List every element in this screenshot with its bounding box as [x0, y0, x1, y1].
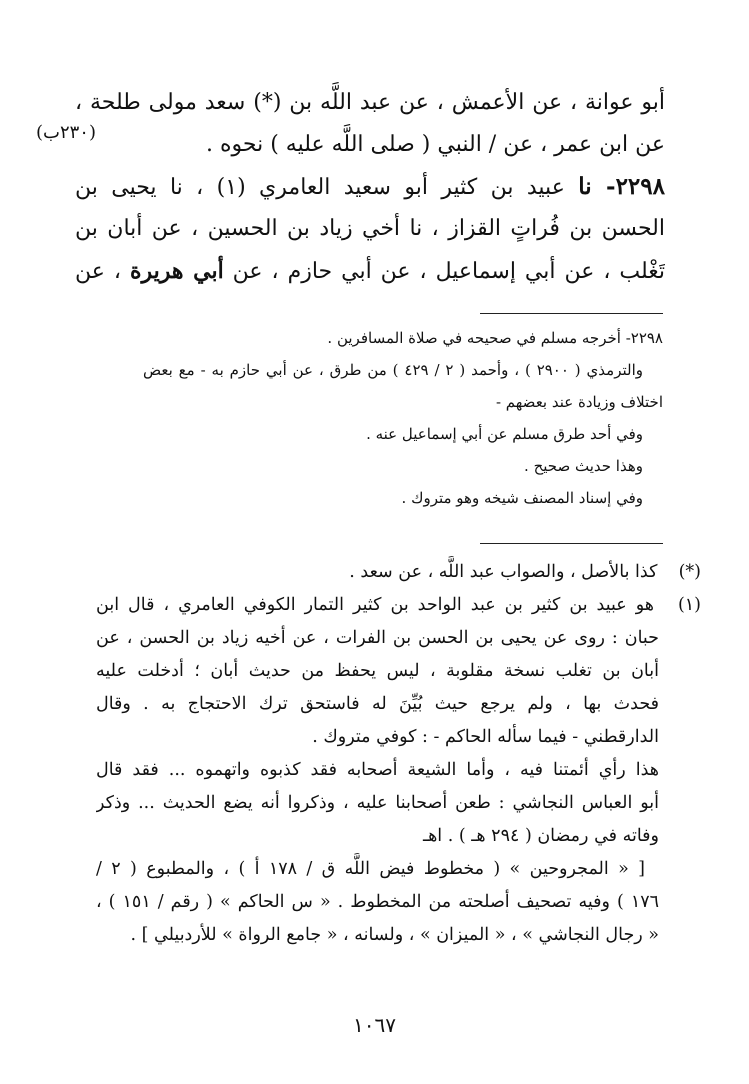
divider — [480, 543, 663, 544]
footnote-1-line-4: فحدث بها ، ولم يرجع حيث بُيِّنَ له فاستحق ترك الاحتجاج به . وقال — [96, 694, 659, 714]
takhrij-line-2: والترمذي ( ٢٩٠٠ ) ، وأحمد ( ٢ / ٤٢٩ ) من طرق ، عن أبي حازم به - مع بعض — [143, 361, 643, 379]
footnote-text: هو عبيد بن كثير بن عبد الواحد بن كثير التمار الكوفي العامري ، قال ابن — [96, 595, 654, 615]
main-line-1: أبو عوانة ، عن الأعمش ، عن عبد اللَّه بن (*) سعد مولى طلحة ، — [75, 90, 665, 115]
footnote-1-line-10: ١٧٦ ) وفيه تصحيف أصلحته من المخطوط . « س الحاكم » ( رقم / ١٥١ ) ، — [96, 892, 660, 912]
footnote-1-line-11: « رجال النجاشي » ، « الميزان » ، ولسانه ، « جامع الرواة » للأردبيلي ] . — [130, 925, 659, 945]
takhrij-line-3: اختلاف وزيادة عند بعضهم - — [495, 393, 663, 411]
main-line-5 — [75, 250, 665, 292]
takhrij-section — [143, 322, 663, 514]
divider — [480, 313, 663, 314]
footnote-1-line-8: وفاته في رمضان ( ٢٩٤ هـ ) . اهـ — [422, 826, 659, 846]
footnote-1-line-5: الدارقطني - فيما سأله الحاكم - : كوفي متروك . — [312, 727, 659, 747]
takhrij-line-1: ٢٢٩٨- أخرجه مسلم في صحيحه في صلاة المسافرين . — [327, 329, 663, 347]
footnote-text: كذا بالأصل ، والصواب عبد اللَّه ، عن سعد . — [349, 562, 658, 582]
footnote-star — [96, 556, 701, 589]
footnote-1-line-2: حبان : روى عن يحيى بن الحسن بن الفرات ، عن أخيه زياد بن الحسن ، عن — [96, 628, 659, 648]
main-line-5-start: تَغْلب ، عن أبي إسماعيل ، عن أبي حازم ، عن — [232, 259, 665, 284]
footnotes-section — [96, 556, 701, 952]
hadith-number: ٢٢٩٨- نا — [578, 173, 665, 200]
main-line-2: عن ابن عمر ، عن / النبي ( صلى اللَّه عليه ) نحوه . — [206, 132, 665, 157]
footnote-1-line-7: أبو العباس النجاشي : طعن أصحابنا عليه ، وذكروا أنه يضع الحديث ... وذكر — [96, 793, 659, 813]
main-text — [75, 82, 665, 292]
footnote-1-line-3: أبان بن تغلب نسخة مقلوبة ، ليس يحفظ من حديث أبان ؛ أدخلت عليه — [96, 661, 659, 681]
main-line-3 — [75, 166, 665, 208]
takhrij-line-4: وفي أحد طرق مسلم عن أبي إسماعيل عنه . — [366, 425, 643, 443]
takhrij-line-5: وهذا حديث صحيح . — [524, 457, 643, 475]
page-number: ١٠٦٧ — [353, 1013, 396, 1037]
main-line-4: الحسن بن فُراتٍ القزاز ، نا أخي زياد بن الحسين ، عن أبان بن — [75, 216, 665, 241]
takhrij-line-6: وفي إسناد المصنف شيخه وهو متروك . — [401, 489, 643, 507]
manuscript-folio-marker: (٢٣٠ب) — [36, 122, 97, 143]
footnote-marker: (١) — [677, 595, 701, 615]
footnote-1-line-9: [ « المجروحين » ( مخطوط فيض اللَّه ق / ١٧٨ أ ) ، والمطبوع ( ٢ / — [96, 859, 645, 879]
footnote-marker: (*) — [678, 562, 701, 582]
main-line-5-end: ، عن — [75, 259, 121, 284]
footnote-1-line-1 — [96, 589, 701, 622]
footnote-1-line-6: هذا رأي أئمتنا فيه ، وأما الشيعة أصحابه فقد كذبوه واتهموه ... فقد قال — [96, 760, 659, 780]
main-line-3-text: عبيد بن كثير أبو سعيد العامري (١) ، نا يحيى بن — [75, 175, 565, 200]
narrator-name: أبي هريرة — [129, 258, 224, 284]
